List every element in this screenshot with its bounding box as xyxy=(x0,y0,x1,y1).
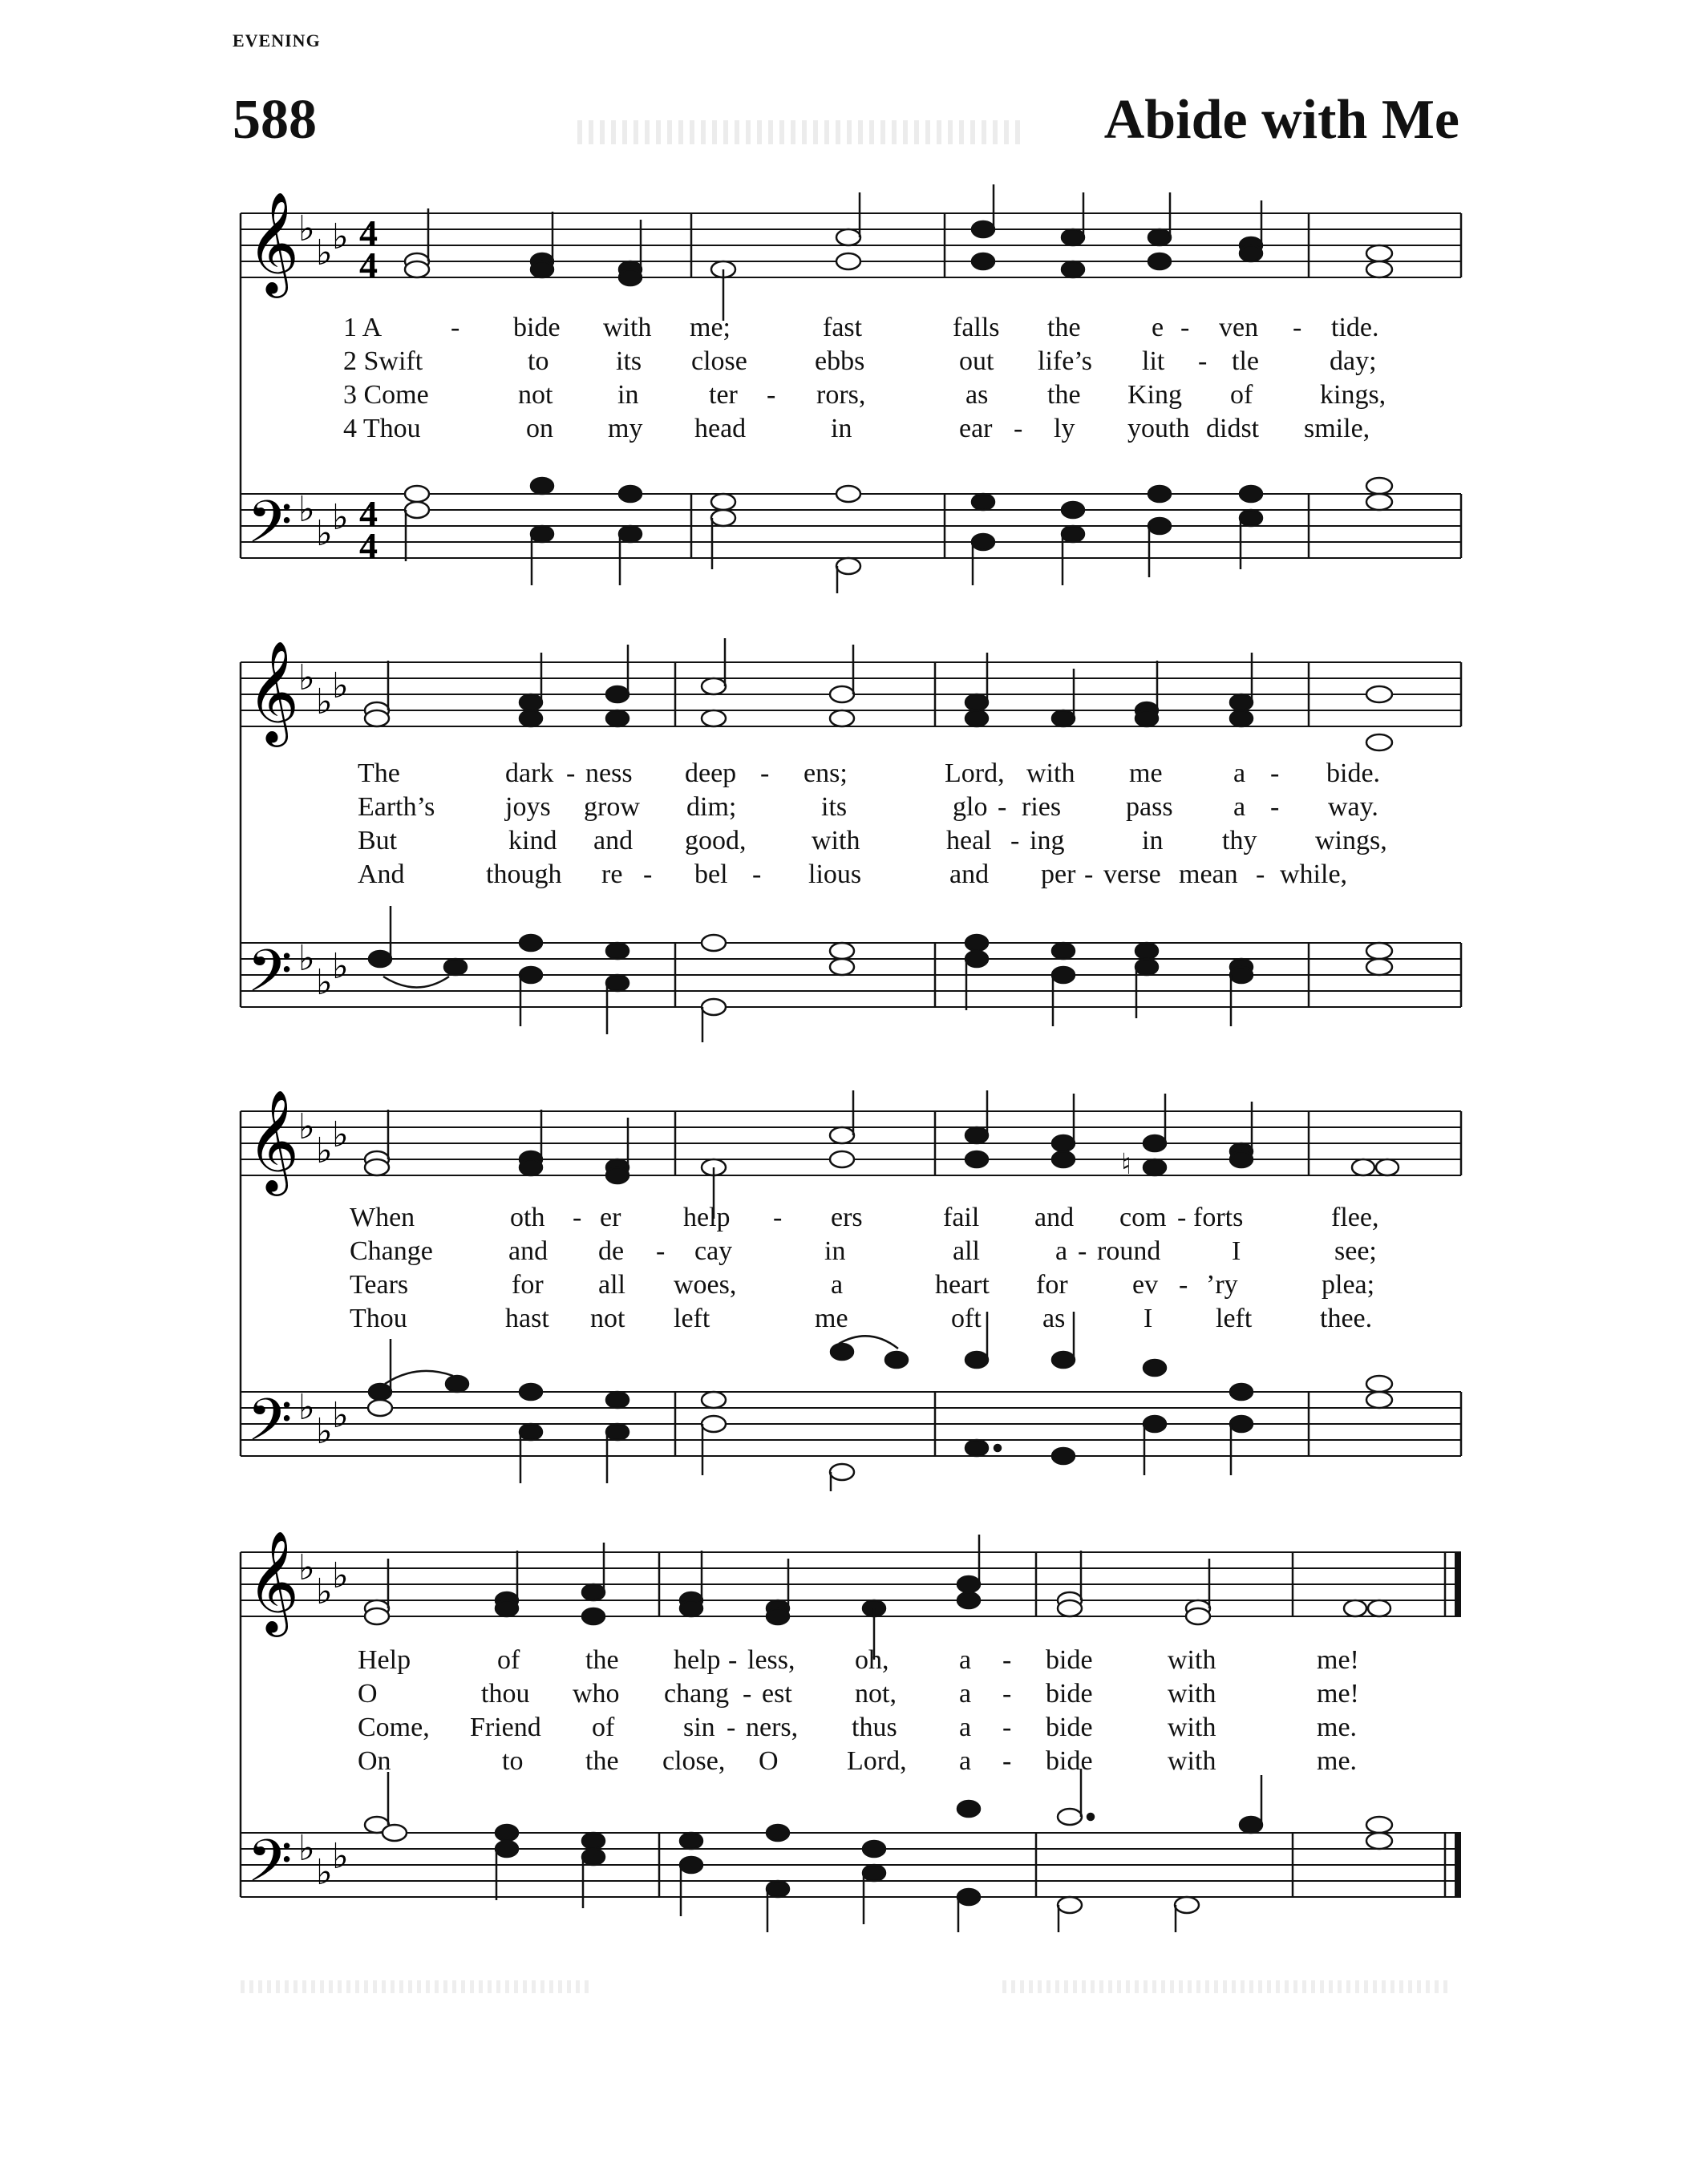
svg-text:4: 4 xyxy=(359,525,378,566)
lyric-syllable: with xyxy=(603,313,652,342)
lyric-syllable: see; xyxy=(1334,1236,1377,1266)
lyric-syllable: - xyxy=(566,758,576,788)
lyric-syllable: life’s xyxy=(1038,346,1092,376)
lyric-syllable: ers xyxy=(831,1203,863,1232)
lyric-syllable: ness xyxy=(585,758,633,788)
lyric-syllable: ries xyxy=(1022,792,1062,822)
scan-artifact xyxy=(241,1980,593,1993)
lyric-syllable: a xyxy=(831,1270,844,1300)
lyric-syllable: of xyxy=(1230,380,1253,410)
lyric-syllable: my xyxy=(608,414,643,443)
lyric-syllable: - xyxy=(1078,1236,1087,1266)
lyric-syllable: head xyxy=(694,414,747,443)
lyric-syllable: Help xyxy=(358,1645,411,1675)
lyric-syllable: round xyxy=(1097,1236,1161,1266)
svg-text:♭: ♭ xyxy=(316,1411,333,1452)
lyric-syllable: Come, xyxy=(358,1713,430,1742)
lyric-syllable: falls xyxy=(953,313,1000,342)
svg-text:♭: ♭ xyxy=(298,489,315,530)
lyric-syllable: kind xyxy=(508,826,557,855)
svg-text:♭: ♭ xyxy=(316,233,333,273)
treble-clef: 𝄞 xyxy=(247,1089,300,1191)
lyric-syllable: per xyxy=(1041,859,1076,889)
lyric-syllable: 1 A xyxy=(343,313,383,342)
svg-text:♭: ♭ xyxy=(316,1571,333,1612)
lyric-syllable: And xyxy=(358,859,405,889)
lyric-syllable: - xyxy=(1177,1203,1187,1232)
lyric-syllable: - xyxy=(1270,792,1280,822)
lyric-syllable: me! xyxy=(1317,1645,1359,1675)
lyric-syllable: dark xyxy=(505,758,554,788)
lyric-syllable: left xyxy=(674,1304,710,1333)
lyric-syllable: a xyxy=(959,1746,972,1776)
lyric-syllable: est xyxy=(762,1679,792,1709)
lyric-syllable: flee, xyxy=(1331,1203,1379,1232)
lyric-syllable: forts xyxy=(1193,1203,1244,1232)
lyric-syllable: way. xyxy=(1328,792,1378,822)
lyric-syllable: fast xyxy=(823,313,863,342)
lyric-syllable: - xyxy=(728,1645,738,1675)
lyric-syllable: thee. xyxy=(1320,1304,1373,1333)
lyric-syllable: - xyxy=(773,1203,783,1232)
lyric-syllable: - xyxy=(752,859,762,889)
lyric-syllable: - xyxy=(1270,758,1280,788)
svg-text:♭: ♭ xyxy=(316,1130,333,1171)
svg-text:♭: ♭ xyxy=(298,208,315,249)
lyric-syllable: - xyxy=(643,859,653,889)
lyric-syllable: glo xyxy=(953,792,988,822)
lyric-syllable: with xyxy=(1168,1713,1216,1742)
lyric-syllable: er xyxy=(600,1203,621,1232)
key-signature xyxy=(298,1547,349,1893)
scan-artifact xyxy=(577,120,1026,144)
lyric-syllable: O xyxy=(358,1679,378,1709)
lyric-syllable: thy xyxy=(1222,826,1257,855)
lyric-syllable: But xyxy=(358,826,398,855)
svg-text:♭: ♭ xyxy=(298,1387,315,1428)
lyric-syllable: - xyxy=(451,313,460,342)
lyric-syllable: - xyxy=(1002,1713,1012,1742)
lyric-syllable: to xyxy=(502,1746,524,1776)
lyric-syllable: ter xyxy=(709,380,738,410)
lyric-syllable: On xyxy=(358,1746,391,1776)
section-label: EVENING xyxy=(233,30,321,51)
lyric-syllable: in xyxy=(824,1236,846,1266)
lyric-syllable: with xyxy=(1168,1746,1216,1776)
hymn-number: 588 xyxy=(233,89,317,151)
lyric-syllable: Lord, xyxy=(847,1746,907,1776)
lyric-syllable: not xyxy=(518,380,553,410)
lyric-syllable: not xyxy=(590,1304,625,1333)
lyric-syllable: Earth’s xyxy=(358,792,435,822)
lyric-syllable: pass xyxy=(1126,792,1173,822)
lyric-syllable: good, xyxy=(685,826,747,855)
lyric-syllable: on xyxy=(526,414,553,443)
svg-text:4: 4 xyxy=(359,212,378,253)
lyric-syllable: a xyxy=(1055,1236,1068,1266)
lyric-syllable: - xyxy=(1180,313,1190,342)
lyric-syllable: - xyxy=(1014,414,1023,443)
lyric-syllable: bide xyxy=(1046,1713,1093,1742)
lyric-syllable: in xyxy=(617,380,639,410)
lyric-syllable: help xyxy=(683,1203,731,1232)
lyric-syllable: and xyxy=(508,1236,548,1266)
lyric-syllable: Lord, xyxy=(945,758,1005,788)
lyric-syllable: its xyxy=(821,792,848,822)
svg-text:4: 4 xyxy=(359,245,378,285)
svg-text:♭: ♭ xyxy=(332,1836,349,1877)
lyric-syllable: Thou xyxy=(350,1304,407,1333)
lyric-syllable: - xyxy=(1002,1679,1012,1709)
lyric-syllable: day; xyxy=(1330,346,1377,376)
key-signature xyxy=(298,657,349,1003)
lyric-syllable: the xyxy=(1047,380,1081,410)
lyric-syllable: oh, xyxy=(855,1645,889,1675)
lyric-syllable: - xyxy=(1010,826,1020,855)
lyric-syllable: ens; xyxy=(803,758,848,788)
lyric-syllable: of xyxy=(497,1645,520,1675)
lyric-syllable: woes, xyxy=(674,1270,737,1300)
lyric-syllable: less, xyxy=(747,1645,795,1675)
svg-text:♭: ♭ xyxy=(332,665,349,706)
bass-clef: 𝄢 xyxy=(247,1826,293,1909)
lyric-syllable: - xyxy=(1002,1645,1012,1675)
lyric-syllable: ebbs xyxy=(815,346,865,376)
lyric-syllable: ly xyxy=(1054,414,1075,443)
bass-staff xyxy=(241,1392,1461,1456)
lyric-syllable: bide xyxy=(513,313,561,342)
lyric-syllable: ear xyxy=(959,414,993,443)
lyric-syllable: - xyxy=(1179,1270,1188,1300)
lyric-syllable: - xyxy=(656,1236,666,1266)
lyric-syllable: tle xyxy=(1232,346,1259,376)
svg-text:♭: ♭ xyxy=(298,1547,315,1588)
lyric-syllable: cay xyxy=(694,1236,733,1266)
treble-clef: 𝄞 xyxy=(247,640,300,742)
lyric-syllable: of xyxy=(592,1713,615,1742)
lyric-syllable: a xyxy=(959,1713,972,1742)
lyric-syllable: I xyxy=(1144,1304,1153,1333)
lyric-syllable: e xyxy=(1152,313,1164,342)
lyric-syllable: youth xyxy=(1127,414,1190,443)
lyric-syllable: - xyxy=(1084,859,1094,889)
lyric-syllable: who xyxy=(573,1679,620,1709)
lyric-syllable: Friend xyxy=(470,1713,541,1742)
lyric-syllable: 4 Thou xyxy=(343,414,421,443)
lyric-syllable: wings, xyxy=(1315,826,1387,855)
lyric-syllable: close, xyxy=(662,1746,726,1776)
lyric-syllable: grow xyxy=(584,792,640,822)
lyric-syllable: its xyxy=(616,346,642,376)
lyric-syllable: - xyxy=(767,380,776,410)
treble-staff xyxy=(241,1552,1461,1616)
music-system-4 xyxy=(0,1531,1692,1948)
svg-text:♭: ♭ xyxy=(298,1828,315,1869)
lyric-syllable: lit xyxy=(1142,346,1165,376)
lyric-syllable: all xyxy=(953,1236,980,1266)
lyric-syllable: - xyxy=(573,1203,582,1232)
lyric-syllable: while, xyxy=(1280,859,1348,889)
svg-text:♮: ♮ xyxy=(1121,1148,1131,1181)
svg-text:♭: ♭ xyxy=(316,962,333,1003)
lyric-syllable: - xyxy=(1198,346,1208,376)
lyric-syllable: verse xyxy=(1103,859,1161,889)
lyric-syllable: - xyxy=(998,792,1007,822)
svg-text:4: 4 xyxy=(359,493,378,534)
svg-text:♭: ♭ xyxy=(298,938,315,979)
scan-artifact xyxy=(1002,1980,1451,1993)
lyric-syllable: thus xyxy=(852,1713,897,1742)
lyric-syllable: me; xyxy=(690,313,731,342)
lyric-syllable: in xyxy=(831,414,852,443)
lyric-syllable: me. xyxy=(1317,1713,1358,1742)
lyric-syllable: a xyxy=(1233,792,1246,822)
lyric-syllable: all xyxy=(598,1270,625,1300)
lyric-syllable: to xyxy=(528,346,549,376)
lyric-syllable: chang xyxy=(664,1679,730,1709)
lyric-syllable: O xyxy=(759,1746,779,1776)
lyric-syllable: a xyxy=(959,1679,972,1709)
lyric-syllable: bide. xyxy=(1326,758,1381,788)
bass-clef: 𝄢 xyxy=(247,487,293,570)
lyric-syllable: plea; xyxy=(1322,1270,1375,1300)
lyric-syllable: in xyxy=(1142,826,1164,855)
lyric-syllable: dim; xyxy=(686,792,737,822)
lyric-syllable: bide xyxy=(1046,1746,1093,1776)
lyric-syllable: and xyxy=(949,859,990,889)
lyric-syllable: - xyxy=(1002,1746,1012,1776)
lyric-syllable: kings, xyxy=(1320,380,1386,410)
lyric-syllable: help xyxy=(674,1645,721,1675)
lyric-syllable: with xyxy=(812,826,860,855)
lyric-syllable: ners, xyxy=(746,1713,799,1742)
svg-text:♭: ♭ xyxy=(332,1395,349,1436)
lyric-syllable: heal xyxy=(946,826,992,855)
lyric-syllable: bide xyxy=(1046,1645,1093,1675)
lyric-syllable: de xyxy=(598,1236,625,1266)
lyric-syllable: - xyxy=(743,1679,752,1709)
bass-clef: 𝄢 xyxy=(247,936,293,1019)
lyric-syllable: with xyxy=(1168,1645,1216,1675)
lyric-syllable: mean xyxy=(1179,859,1238,889)
lyric-syllable: oft xyxy=(951,1304,982,1333)
lyric-syllable: hast xyxy=(505,1304,549,1333)
lyric-syllable: The xyxy=(358,758,400,788)
lyric-syllable: re xyxy=(601,859,623,889)
svg-text:♭: ♭ xyxy=(332,1555,349,1596)
key-signature xyxy=(298,1106,349,1452)
bass-clef: 𝄢 xyxy=(247,1385,293,1468)
lyric-syllable: not, xyxy=(855,1679,897,1709)
lyric-syllable: bide xyxy=(1046,1679,1093,1709)
lyric-syllable: the xyxy=(585,1746,619,1776)
lyric-syllable: me xyxy=(1129,758,1163,788)
svg-text:♭: ♭ xyxy=(332,216,349,257)
svg-text:♭: ♭ xyxy=(316,681,333,722)
lyric-syllable: ing xyxy=(1030,826,1065,855)
lyric-syllable: me xyxy=(815,1304,848,1333)
lyric-syllable: out xyxy=(959,346,994,376)
lyric-syllable: bel xyxy=(694,859,728,889)
svg-text:♭: ♭ xyxy=(332,946,349,987)
lyric-syllable: ev xyxy=(1132,1270,1159,1300)
svg-text:♭: ♭ xyxy=(332,1114,349,1155)
lyric-syllable: I xyxy=(1232,1236,1241,1266)
lyric-syllable: fail xyxy=(943,1203,980,1232)
lyric-syllable: com xyxy=(1119,1203,1167,1232)
lyric-syllable: - xyxy=(1256,859,1265,889)
lyric-syllable: the xyxy=(585,1645,619,1675)
lyric-syllable: though xyxy=(486,859,562,889)
treble-clef: 𝄞 xyxy=(247,191,300,293)
lyric-syllable: for xyxy=(512,1270,544,1300)
lyric-syllable: a xyxy=(959,1645,972,1675)
music-system-3 xyxy=(0,1090,1692,1507)
lyric-syllable: for xyxy=(1036,1270,1068,1300)
lyric-syllable: as xyxy=(965,380,989,410)
lyric-syllable: Tears xyxy=(350,1270,409,1300)
lyric-syllable: When xyxy=(350,1203,415,1232)
lyric-syllable: 3 Come xyxy=(343,380,429,410)
bass-staff xyxy=(241,1833,1461,1897)
lyric-syllable: King xyxy=(1127,380,1182,410)
lyric-syllable: left xyxy=(1216,1304,1253,1333)
svg-text:♭: ♭ xyxy=(332,497,349,538)
lyric-syllable: 2 Swift xyxy=(343,346,423,376)
lyric-syllable: tide. xyxy=(1331,313,1379,342)
key-signature xyxy=(298,208,349,554)
svg-text:♭: ♭ xyxy=(298,657,315,698)
svg-text:♭: ♭ xyxy=(298,1106,315,1147)
lyric-syllable: - xyxy=(760,758,770,788)
lyric-syllable: heart xyxy=(935,1270,990,1300)
lyric-syllable: and xyxy=(1034,1203,1075,1232)
lyric-syllable: ven xyxy=(1219,313,1259,342)
lyric-syllable: smile, xyxy=(1304,414,1370,443)
lyric-syllable: with xyxy=(1168,1679,1216,1709)
svg-text:♭: ♭ xyxy=(316,513,333,554)
lyric-syllable: and xyxy=(593,826,633,855)
lyric-syllable: ’ry xyxy=(1206,1270,1238,1300)
lyric-syllable: as xyxy=(1042,1304,1066,1333)
lyric-syllable: - xyxy=(727,1713,736,1742)
lyric-syllable: rors, xyxy=(816,380,866,410)
lyric-syllable: Change xyxy=(350,1236,433,1266)
lyric-syllable: a xyxy=(1233,758,1246,788)
svg-text:♭: ♭ xyxy=(316,1852,333,1893)
lyric-syllable: me. xyxy=(1317,1746,1358,1776)
lyric-syllable: oth xyxy=(510,1203,545,1232)
hymn-title: Abide with Me xyxy=(1103,89,1459,151)
lyric-syllable: deep xyxy=(685,758,737,788)
lyric-syllable: me! xyxy=(1317,1679,1359,1709)
lyric-syllable: lious xyxy=(808,859,862,889)
lyric-syllable: thou xyxy=(481,1679,530,1709)
lyric-syllable: sin xyxy=(683,1713,715,1742)
lyric-syllable: joys xyxy=(505,792,551,822)
lyric-syllable: close xyxy=(691,346,747,376)
lyric-syllable: the xyxy=(1047,313,1081,342)
treble-clef: 𝄞 xyxy=(247,1530,300,1632)
lyric-syllable: - xyxy=(1293,313,1302,342)
lyric-syllable: with xyxy=(1026,758,1075,788)
lyric-syllable: didst xyxy=(1206,414,1260,443)
